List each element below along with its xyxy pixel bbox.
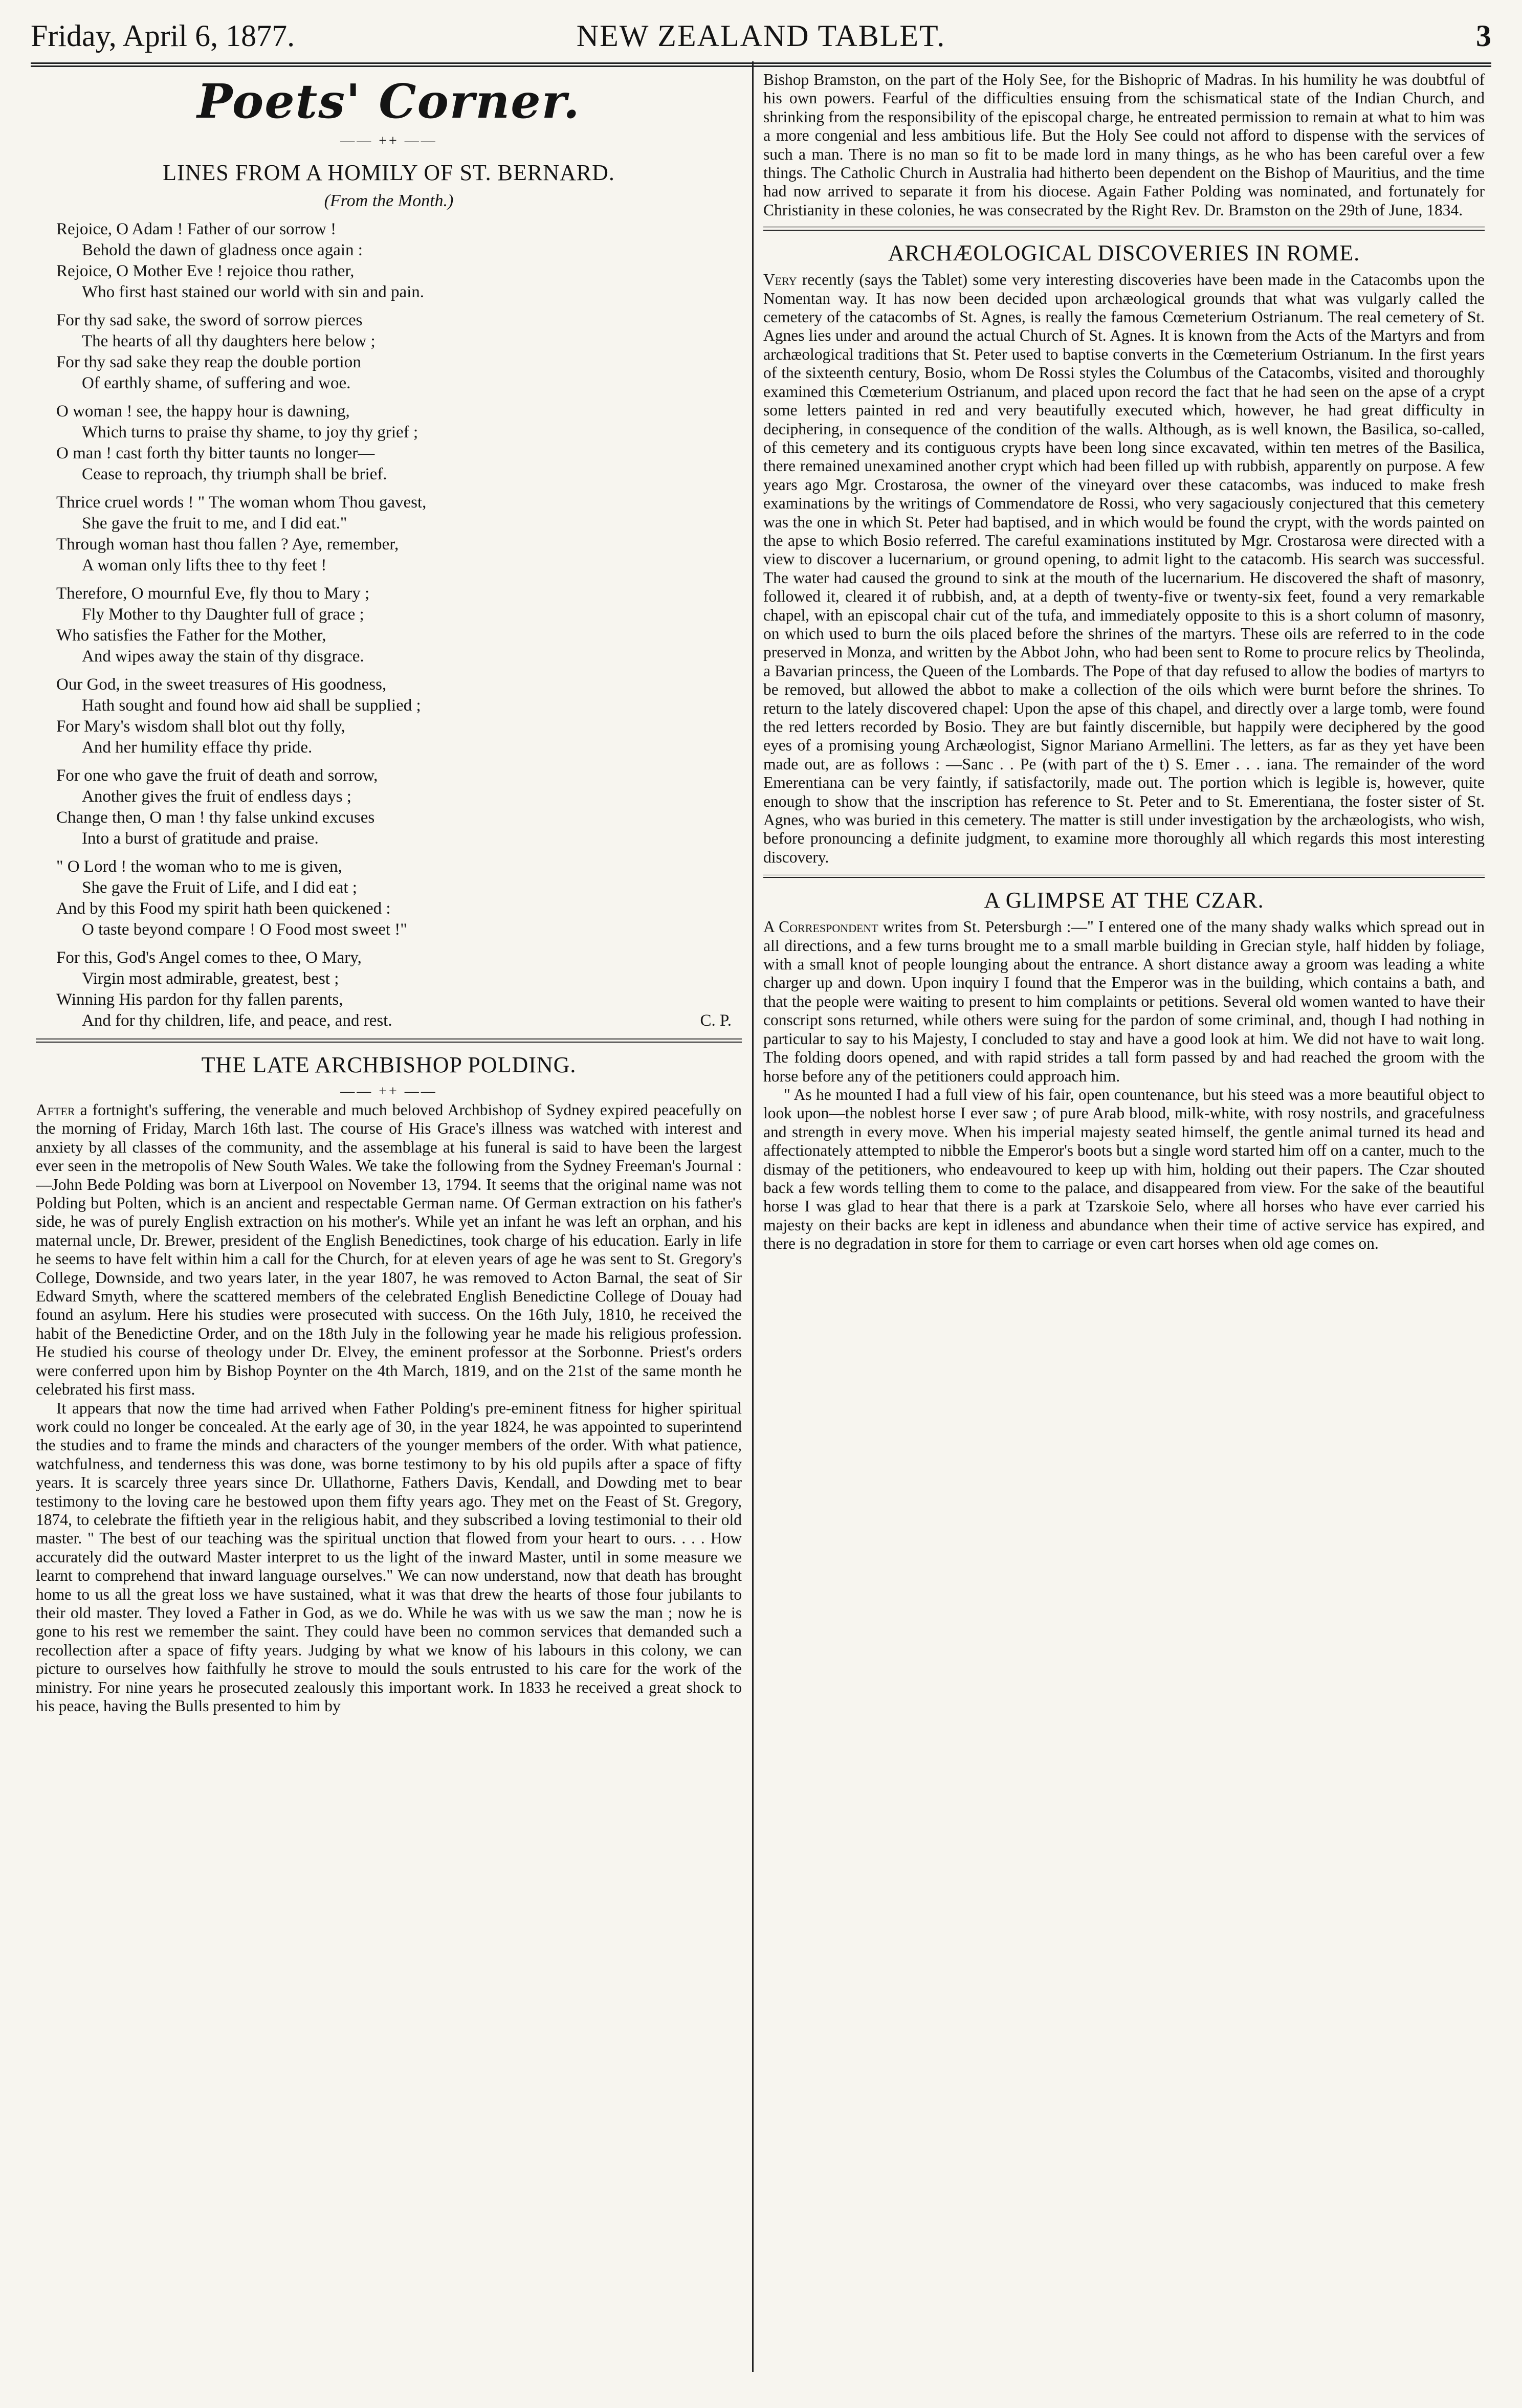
article-title-polding: THE LATE ARCHBISHOP POLDING. [201, 1052, 577, 1077]
poem-stanza [36, 674, 742, 758]
article-paragraph: " As he mounted I had a full view of his fair, open countenance, but his steed was a more beautiful object to look upon—the noblest horse I ever saw ; of pure Arab blood, milk-white, with rosy nostrils, and gracefulness and strength in every move. When his imperial majesty seated himself, the gentle animal turned its head and affectionately attempted to nibble the Emperor's boots but a single word started him off on a canter, much to the dismay of the petitioners, who endeavoured to keep up with him, holding out their papers. The Czar shouted back a few words telling them to come to the palace, and disappeared from view. For the sake of the beautiful horse I was glad to hear that there is a park at Tzarskoie Selo, where all horses who have ever carried his majesty on their backs are kept in idleness and abundance when their time of active service has expired, and there is no degradation in store for them to carriage or even cart horses when old age comes on. [763, 1085, 1485, 1253]
poem-line: She gave the Fruit of Life, and I did eat ; [82, 878, 357, 897]
poem-line: Of earthly shame, of suffering and woe. [82, 374, 351, 392]
article-separator [763, 874, 1485, 878]
poem-stanza [36, 583, 742, 667]
poem-line: Through woman hast thou fallen ? Aye, remember, [56, 535, 399, 554]
poem-line: Into a burst of gratitude and praise. [82, 829, 319, 848]
poem-stanza [36, 219, 742, 303]
page-number: 3 [1476, 19, 1491, 53]
ornament: —— ++ —— [340, 133, 437, 149]
article-separator [36, 1039, 742, 1043]
article-paragraph: Very recently (says the Tablet) some very interesting discoveries have been made in the Catacombs upon the Nomentan way. It has now been decided upon archæological grounds that what was vulgarly called the cemetery of the catacombs of St. Agnes, is really the famous Cœmeterium Ostrianum. The real cemetery of St. Agnes lies under and around the actual Church of St. Agnes. It is known from the Acts of the Martyrs and from archæological traditions that St. Peter used to baptise converts in the Cœmeterium Ostrianum. In the first years of the sixteenth century, Bosio, whom De Rossi styles the Columbus of the Catacombs, visited and thoroughly examined this Cœmeterium Ostrianum, and placed upon record the fact that he had seen on the apse of a crypt some letters painted in red and very beautifully executed which, however, he had great difficulty in deciphering, in consequence of the condition of the walls. Although, as is well known, the Basilica, so-called, of this cemetery and its contiguous crypts have been long since excavated, within ten metres of the Basilica, there remained unexamined another crypt which had been filled up with rubbish, apparently on purpose. A few years ago Mgr. Crostarosa, the owner of the vineyard over these catacombs, was induced to make fresh examinations by the writings of Commendatore de Rossi, who very sagaciously conjectured that this cemetery was the one in which St. Peter had baptised, and in which would be found the crypt, with the words painted on the apse to which Bosio referred. The careful examinations instituted by Mgr. Crostarosa were directed with a view to discover a lucernarium, or ground opening, to admit light to the catacomb. His search was successful. The water had caused the ground to sink at the mouth of the lucernarium. He discovered the shaft of masonry, followed it, cleared it of rubbish, and, at a depth of twenty-five or twenty-six feet, found a very remarkable chapel, with an episcopal chair cut of the tufa, and immediately opposite to this is a short column of masonry, on which used to burn the oils placed before the shrines of the martyrs. These oils are referred to in the code preserved in Monza, and written by the Abbot John, who had been sent to Rome to procure relics by Theolinda, a Bavarian princess, the Queen of the Lombards. The Pope of that day refused to allow the bodies of martyrs to be removed, but allowed the abbot to make a collection of the oils which were burnt before the shrines. To return to the lately discovered chapel: Upon the apse of this chapel, and directly over a large tomb, were found the red letters recorded by Bosio. They are but faintly discernible, but happily were deciphered by the good eyes of a promising young Archæologist, Signor Mariano Armellini. The letters, as far as they yet have been made out, are as follows : —Sanc . . Pe (with part of the t) S. Emer . . . iana. The remainder of the word Emerentiana can be very faintly, if satisfactorily, made out. The portion which is legible is, however, quite enough to show that the inscription has reference to St. Peter and to St. Emerentiana, the foster sister of St. Agnes, who was buried in this cemetery. The matter is still under investigation by the archæologists, who wish, before pronouncing a definite judgment, to examine more thoroughly all which regards this most interesting discovery. [763, 271, 1485, 866]
article-title-czar: A GLIMPSE AT THE CZAR. [984, 888, 1264, 913]
right-column [763, 71, 1485, 2403]
poem-stanza [36, 947, 742, 1031]
poem-line: Rejoice, O Adam ! Father of our sorrow ! [56, 220, 337, 238]
poem-line: Cease to reproach, thy triumph shall be brief. [82, 465, 387, 483]
article-paragraph: After a fortnight's suffering, the venerable and much beloved Archbishop of Sydney expired peacefully on the morning of Friday, March 16th last. The course of His Grace's illness was watched with interest and anxiety by all classes of the community, and the assemblage at his funeral is said to have been the largest ever seen in the metropolis of New South Wales. We take the following from the Sydney Freeman's Journal :—John Bede Polding was born at Liverpool on November 13, 1794. It seems that the original name was not Polding but Polten, which is an ancient and respectable German name. Of German extraction on his father's side, he was of purely English extraction on his mother's. While yet an infant he was left an orphan, and his maternal uncle, Dr. Brewer, president of the English Benedictines, took charge of his education. Early in life he seems to have felt within him a call for the Church, for at eleven years of age he was sent to St. Gregory's College, Downside, and two years later, in the year 1807, he was removed to Acton Barnal, the seat of Sir Edward Smyth, where the scattered members of the celebrated English Benedictine College of Douay had found an asylum. Here his studies were prosecuted with success. On the 16th July, 1810, he received the habit of the Benedictine Order, and on the 18th July in the following year he made his religious profession. He studied his course of theology under Dr. Elvey, the eminent professor at the Sorbonne. Priest's orders were conferred upon him by Bishop Poynter on the 4th March, 1819, and on the 21st of the same month he celebrated his first mass. [36, 1101, 742, 1399]
poem-line: Therefore, O mournful Eve, fly thou to Mary ; [56, 584, 370, 603]
poem-line: Virgin most admirable, greatest, best ; [82, 969, 339, 988]
poem-line: For thy sad sake, the sword of sorrow pierces [56, 311, 363, 329]
poem-line: Who satisfies the Father for the Mother, [56, 626, 326, 645]
poem-line: For thy sad sake they reap the double portion [56, 353, 361, 371]
poem-line: For Mary's wisdom shall blot out thy folly, [56, 717, 345, 736]
poem-source: (From the Month.) [324, 191, 454, 210]
article-paragraph: It appears that now the time had arrived when Father Polding's pre-eminent fitness for higher spiritual work could no longer be concealed. At the early age of 30, in the year 1824, he was appointed to superintend the studies and to frame the minds and characters of the younger members of the order. With what patience, watchfulness, and tenderness this was done, was borne testimony to by his old pupils after a space of fifty years. It is scarcely three years since Dr. Ullathorne, Fathers Davis, Kendall, and Dowding met to bear testimony to the loving care he bestowed upon them fifty years ago. They met on the Feast of St. Gregory, 1874, to celebrate the fiftieth year in the religious habit, and they subscribed a loving testimonial to their old master. " The best of our teaching was the spiritual unction that flowed from your heart to ours. . . . How accurately did the outward Master interpret to us the light of the inward Master, until in some measure we learnt to comprehend that inward language ourselves." We can now understand, now that death has brought home to us all the great loss we have sustained, what it was that drew the hearts of those four jubilants to their old master. They loved a Father in God, as we do. While he was with us we saw the man ; now he is gone to his rest we remember the saint. They could have been no common services that demanded such a recollection after a space of fifty years. Judging by what we know of his labours in this colony, we can picture to ourselves how faithfully he strove to mould the souls entrusted to his care for the work of the ministry. For nine years he prosecuted zealously this important work. In 1833 he received a great shock to his peace, having the Bulls presented to him by [36, 1399, 742, 1715]
poem-line: Winning His pardon for thy fallen parents, [56, 990, 343, 1009]
poem-line: And for thy children, life, and peace, and rest. C. P. [36, 1010, 742, 1031]
poem-line: For this, God's Angel comes to thee, O Mary, [56, 948, 362, 967]
poem-line: The hearts of all thy daughters here below ; [82, 332, 376, 350]
article-separator [763, 227, 1485, 231]
article-paragraph: A Correspondent writes from St. Petersburgh :—" I entered one of the many shady walks which spread out in all directions, and a few turns brought me to a small marble building in Grecian style, half hidden by foliage, with a small knot of people lounging about the entrance. A short distance away a groom was leading a white charger up and down. Upon inquiry I found that the Emperor was in the building, which contains a bath, and that the people were waiting to present to him complaints or petitions. Several old women wanted to have their conscript sons returned, while others were suing for the pardon of some criminal, and, though I had nothing in particular to say to his Majesty, I concluded to stay and have a good look at him. We did not have to wait long. The folding doors opened, and with rapid strides a tall form passed by and had reached the groom with the horse before any of the petitioners could approach him. [763, 918, 1485, 1085]
article-paragraph-continued: Bishop Bramston, on the part of the Holy See, for the Bishopric of Madras. In his humility he was doubtful of his own powers. Fearful of the difficulties ensuing from the schismatical state of the Indian Church, and shrinking from the responsibility of the episcopal charge, he entreated permission to remain at what to him was a more congenial and less ambitious life. But the Holy See could not afford to dispense with the services of such a man. There is no man so fit to be made lord in many things, as he who has been careful over a few things. The Catholic Church in Australia had hitherto been dependent on the Bishop of Mauritius, and the time had now arrived to separate it from his diocese. Again Father Polding was nominated, and fortunately for Christianity in these colonies, he was consecrated by the Right Rev. Dr. Bramston on the 29th of June, 1834. [763, 71, 1485, 219]
poem-line: Behold the dawn of gladness once again : [82, 241, 363, 259]
poem-stanza [36, 310, 742, 394]
poem-line: Change then, O man ! thy false unkind excuses [56, 808, 375, 827]
poem-stanza [36, 492, 742, 576]
issue-date: Friday, April 6, 1877. [31, 19, 295, 53]
poem-line: And wipes away the stain of thy disgrace. [82, 647, 364, 666]
left-column [36, 71, 742, 2403]
article-title-archaeology: ARCHÆOLOGICAL DISCOVERIES IN ROME. [888, 240, 1360, 266]
lead-word: Very [763, 271, 797, 289]
poem-line: Who first hast stained our world with sin and pain. [82, 283, 425, 301]
poem [36, 219, 742, 1031]
poem-stanza [36, 765, 742, 849]
header-rule-2 [31, 65, 1491, 67]
column-divider [752, 61, 754, 2372]
poem-line: Another gives the fruit of endless days ; [82, 787, 351, 806]
poem-line: Thrice cruel words ! " The woman whom Thou gavest, [56, 493, 427, 512]
poem-line: O woman ! see, the happy hour is dawning, [56, 402, 350, 421]
masthead: NEW ZEALAND TABLET. [576, 19, 946, 53]
poem-line: Fly Mother to thy Daughter full of grace ; [82, 605, 364, 624]
poem-line: Hath sought and found how aid shall be supplied ; [82, 696, 421, 715]
ornament: —— ++ —— [340, 1084, 437, 1099]
poem-line: " O Lord ! the woman who to me is given, [56, 857, 342, 876]
poem-line: Which turns to praise thy shame, to joy thy grief ; [82, 423, 418, 441]
poem-stanza [36, 401, 742, 485]
poem-line: O taste beyond compare ! O Food most sweet !" [82, 920, 407, 939]
section-title-poets-corner: Poets' Corner. [197, 74, 581, 129]
lead-word: A Correspondent [763, 918, 878, 936]
poem-line: O man ! cast forth thy bitter taunts no longer— [56, 444, 375, 462]
poem-line: She gave the fruit to me, and I did eat." [82, 514, 347, 533]
header-rule [31, 62, 1491, 64]
poem-line: Rejoice, O Mother Eve ! rejoice thou rather, [56, 262, 355, 280]
poem-line: For one who gave the fruit of death and sorrow, [56, 766, 378, 785]
poem-line: And her humility efface thy pride. [82, 738, 313, 757]
poem-line: And by this Food my spirit hath been quickened : [56, 899, 391, 918]
page-header [31, 10, 1491, 61]
poem-line: Our God, in the sweet treasures of His goodness, [56, 675, 387, 694]
lead-word: After [36, 1101, 75, 1119]
poem-stanza [36, 856, 742, 940]
poem-title: LINES FROM A HOMILY OF ST. BERNARD. [163, 160, 615, 185]
poem-line: A woman only lifts thee to thy feet ! [82, 556, 327, 575]
poem-signature: C. P. [700, 1011, 732, 1030]
